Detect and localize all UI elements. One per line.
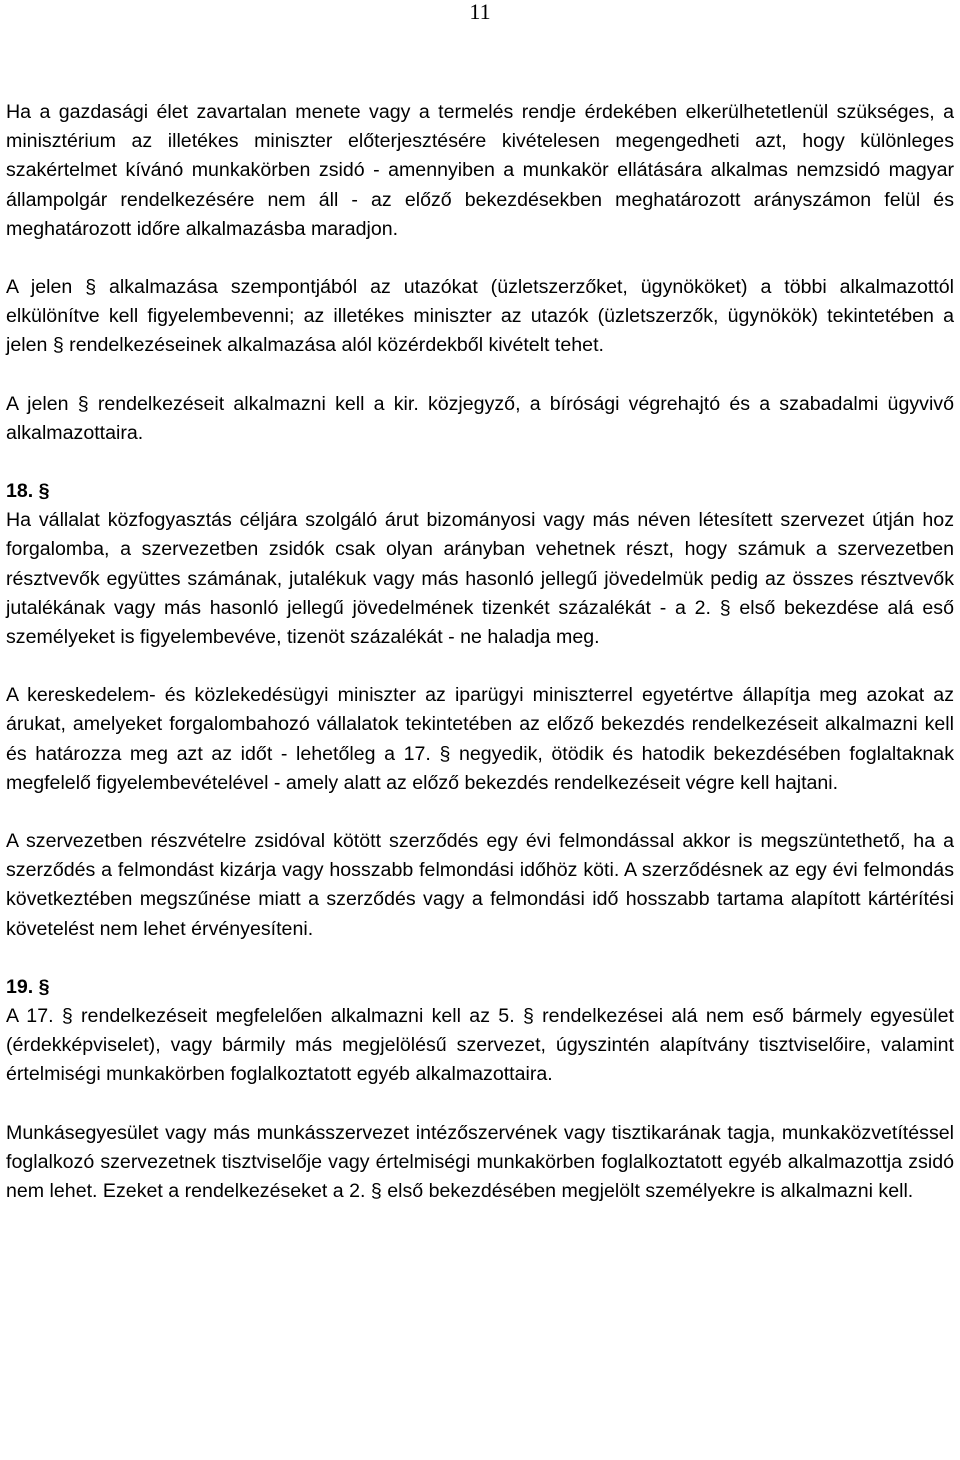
section-18-heading: 18. § <box>6 480 50 503</box>
paragraph-travelling-agents: A jelen § alkalmazása szempontjából az utazókat (üzletszerzőket, ügynököket) a többi alkalmazottól elkülönítve kell figyelembevenni; az illetékes miniszter az utazók (üzletszerzők, ügynökök) tekintetében a jelen § rendelkezéseinek alkalmazása alól közérdekből kivételt tehet. <box>6 276 954 357</box>
document-body <box>6 98 954 1206</box>
paragraph-economic-exception: Ha a gazdasági élet zavartalan menete vagy a termelés rendje érdekében elkerülhetetlenül szükséges, a minisztérium az illetékes miniszter előterjesztésére kivételesen megengedheti azt, hogy különleges szakértelmet kívánó munkakörben zsidó - amennyiben a munkakör ellátására alkalmas nemzsidó magyar állampolgár rendelkezésére nem áll - az előző bekezdésekben meghatározott arányszámon felül és meghatározott időre alkalmazásba maradjon. <box>6 101 954 240</box>
section-19-paragraph: A 17. § rendelkezéseit megfelelően alkalmazni kell az 5. § rendelkezései alá nem eső bármely egyesület (érdekképviselet), vagy bármily más megjelölésű szervezet, úgyszintén alapítvány tisztviselőire, valamint értelmiségi munkakörben foglalkoztatott egyéb alkalmazottaira. <box>6 1005 954 1086</box>
section-19-paragraph: Munkásegyesület vagy más munkásszervezet intézőszervének vagy tisztikarának tagja, munkaközvetítéssel foglalkozó szervezetnek tisztviselője vagy értelmiségi munkakörben foglalkoztatott egyéb alkalmazottja zsidó nem lehet. Ezeket a rendelkezéseket a 2. § első bekezdésében megjelölt személyekre is alkalmazni kell. <box>6 1121 954 1203</box>
section-18-paragraph: A szervezetben részvételre zsidóval kötött szerződés egy évi felmondással akkor is megszüntethető, ha a szerződés a felmondást kizárja vagy hosszabb felmondási időhöz köti. A szerződésnek az egy évi felmondás következtében megszűnése miatt a szerződés vagy a felmondási idő hosszabb tartama alapított kártérítési követelést nem lehet érvényesíteni. <box>6 830 954 940</box>
section-19-heading: 19. § <box>6 975 50 998</box>
section-18-paragraph: Ha vállalat közfogyasztás céljára szolgáló árut bizományosi vagy más néven létesített szervezet útján hoz forgalomba, a szervezetben zsidók csak olyan arányban vehetnek részt, hogy számuk a szervezetben résztvevők együttes számának, jutalékuk vagy más hasonló jellegű jövedelmük pedig az összes résztvevők jutalékának vagy más hasonló jellegű jövedelmének tizenkét százalékát - a 2. § első bekezdése alá eső személyeket is figyelembevéve, tizenöt százalékát - ne haladja meg. <box>6 509 954 649</box>
section-18-paragraph: A kereskedelem- és közlekedésügyi miniszter az iparügyi miniszterrel egyetértve állapítja meg azokat az árukat, amelyeket forgalombahozó vállalatok tekintetében az előző bekezdés rendelkezéseit alkalmazni kell és határozza meg azt az időt - lehetőleg a 17. § negyedik, ötödik és hatodik bekezdésében foglaltaknak megfelelő figyelembevételével - amely alatt az előző bekezdés rendelkezéseit végre kell hajtani. <box>6 684 954 794</box>
paragraph-notary-staff: A jelen § rendelkezéseit alkalmazni kell a kir. közjegyző, a bírósági végrehajtó és a szabadalmi ügyvivő alkalmazottaira. <box>6 392 954 444</box>
page-number: 11 <box>469 0 491 24</box>
